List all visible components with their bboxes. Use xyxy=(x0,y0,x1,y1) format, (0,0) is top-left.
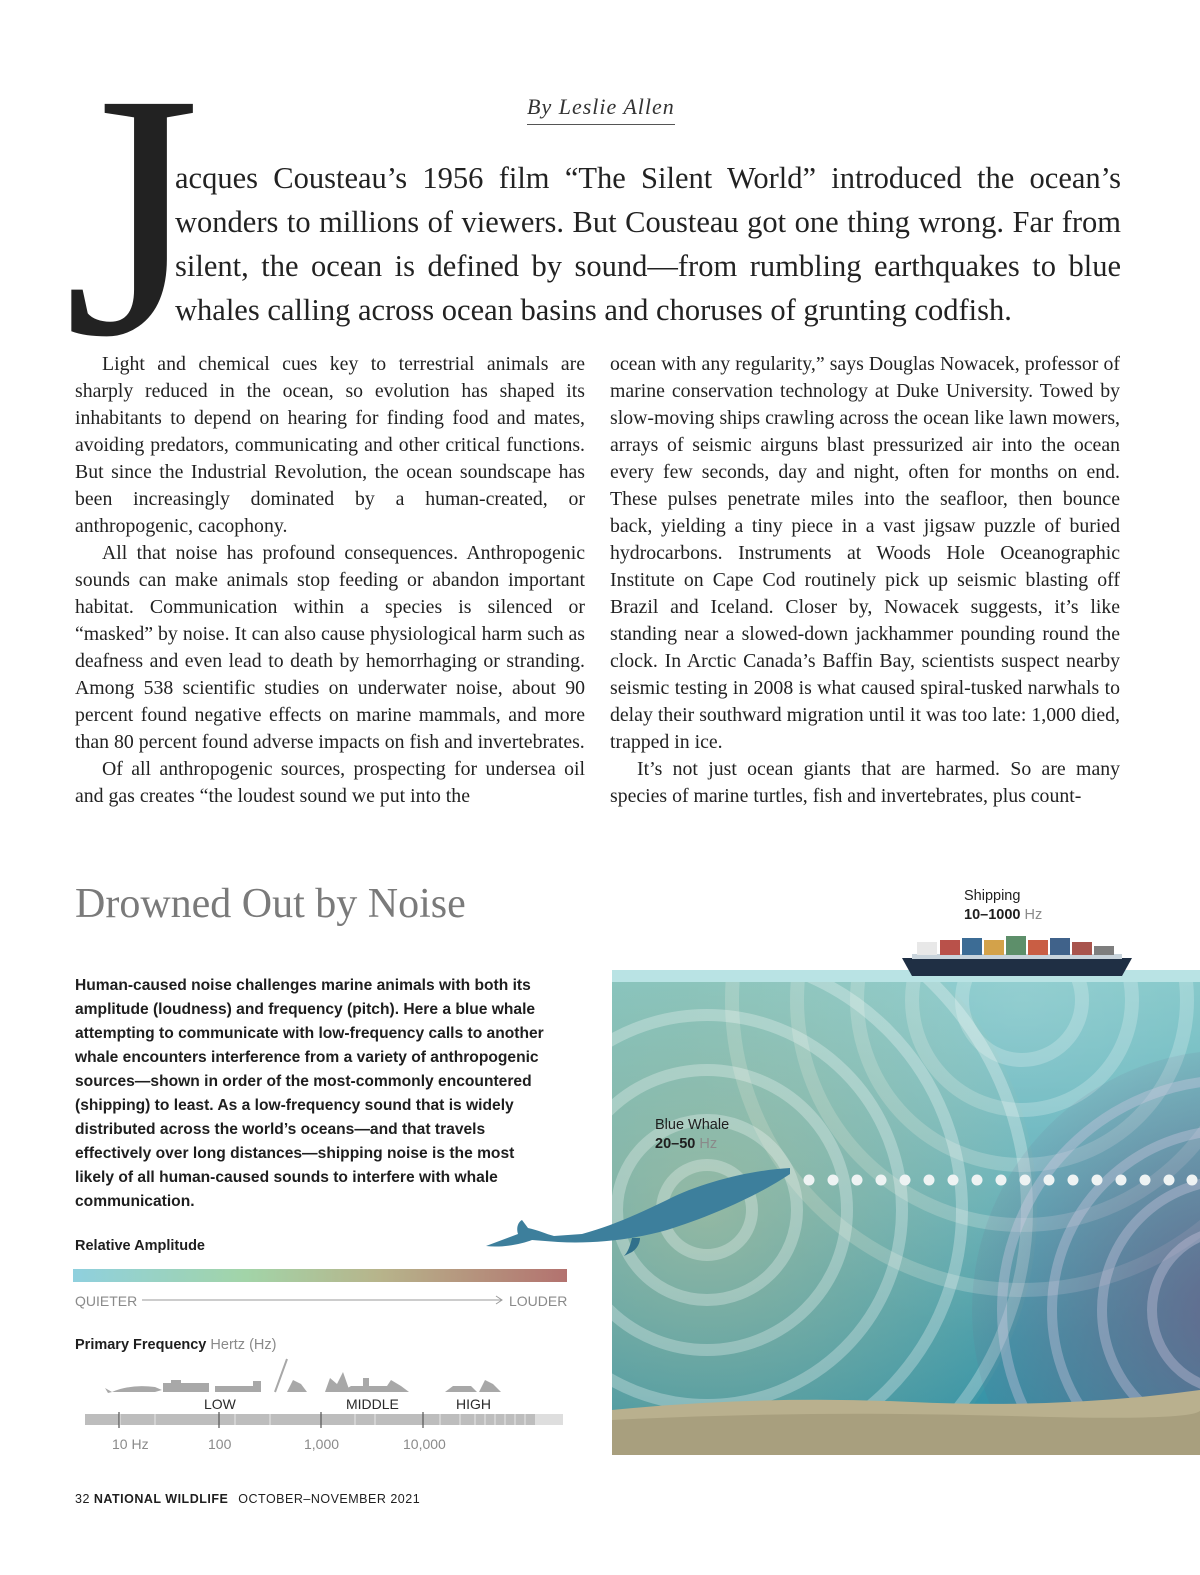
shipping-unit: Hz xyxy=(1024,907,1043,923)
amplitude-label: Relative Amplitude xyxy=(75,1238,205,1254)
frequency-scale xyxy=(75,1356,575,1436)
drill-rig-icon xyxy=(275,1359,287,1392)
band-high: HIGH xyxy=(456,1396,491,1412)
whale-unit: Hz xyxy=(699,1136,718,1152)
jetski-icon xyxy=(479,1380,501,1392)
page-footer xyxy=(75,1492,420,1506)
ship-silhouette-icon xyxy=(163,1383,209,1392)
body-paragraph: It’s not just ocean giants that are harmed. So are many species of marine turtles, fish and invertebrates, plus count- xyxy=(610,758,1120,807)
whale-silhouette-icon xyxy=(105,1386,162,1393)
tick-100: 100 xyxy=(208,1436,232,1452)
louder-label: LOUDER xyxy=(509,1293,568,1309)
blue-whale-label xyxy=(655,1116,729,1154)
body-column-right xyxy=(610,351,1120,810)
infographic-description: Human-caused noise challenges marine animals with both its amplitude (loudness) and frequency (pitch). Here a blue whale attempting to communicate with low-frequency calls to another whale encounters interference from a variety of anthropogenic sources—shown in order of the most-commonly encountered (shipping) to least. As a low-frequency sound that is widely distributed across the world’s oceans—and that travels effectively over long distances—shipping noise is the most likely of all human-caused sounds to interfere with whale communication. xyxy=(75,977,544,1210)
byline: By Leslie Allen xyxy=(527,94,675,125)
amplitude-gradient-bar xyxy=(73,1269,567,1282)
drop-cap: J xyxy=(64,21,201,409)
frequency-unit: Hertz (Hz) xyxy=(210,1337,277,1353)
shipping-range: 10–1000 xyxy=(964,907,1021,923)
arrow-right-icon xyxy=(142,1293,507,1307)
frequency-track-fade xyxy=(535,1414,563,1425)
frequency-label-text: Primary Frequency xyxy=(75,1337,207,1353)
lede-paragraph: acques Cousteau’s 1956 film “The Silent World” introduced the ocean’s wonders to millions of viewers. But Cousteau got one thing wrong. Far from silent, the ocean is defined by sound—from rumbling earthquakes to blue whales calling across ocean basins and choruses of grunting codfish. xyxy=(175,161,1121,327)
tick-10000: 10,000 xyxy=(403,1436,446,1452)
band-middle: MIDDLE xyxy=(346,1396,399,1412)
whale-name: Blue Whale xyxy=(655,1117,730,1133)
body-column-left xyxy=(75,351,585,810)
band-low: LOW xyxy=(204,1396,236,1412)
shipping-label xyxy=(964,887,1042,925)
cargo-ship-icon xyxy=(902,936,1132,976)
frequency-label xyxy=(75,1337,276,1353)
body-paragraph: All that noise has profound consequences. Anthropogenic sounds can make animals stop feeding or abandon important habitat. Communication within a species is silenced or “masked” by noise. It can also cause physiological harm such as deafness and even lead to death by hemorrhaging or stranding. Among 538 scientific studies on underwater noise, about 90 percent found negative effects on marine mammals, and more than 80 percent found adverse impacts on fish and invertebrates. xyxy=(75,542,585,753)
frequency-silhouettes-icon xyxy=(105,1359,501,1393)
blue-whale-icon xyxy=(482,1160,792,1260)
issue-date: OCTOBER–NOVEMBER 2021 xyxy=(238,1492,421,1506)
whale-range: 20–50 xyxy=(655,1136,696,1152)
body-paragraph: ocean with any regularity,” says Douglas Nowacek, professor of marine conservation technology at Duke University. Towed by slow-moving ships crawling across the ocean like lawn mowers, arrays of seismic airguns blast pressurized air into the ocean every few seconds, day and night, often for months on end. These pulses penetrate miles into the seafloor, then bounce back, yielding a tiny piece in a vast jigsaw puzzle of buried hydrocarbons. Instruments at Woods Hole Oceanographic Institute on Cape Cod routinely pick up seismic blasting off Brazil and Iceland. Closer by, Nowacek suggests, it’s like standing near a slowed-down jackhammer pounding round the clock. In Arctic Canada’s Baffin Bay, scientists suspect nearby seismic testing in 2008 is what caused spiral-tusked narwhals to delay their southward migration until it was too late: 1,000 died, trapped in ice. xyxy=(610,353,1120,753)
shipping-name: Shipping xyxy=(964,888,1021,904)
rig-silhouette-icon xyxy=(287,1380,307,1392)
ship-silhouette-icon xyxy=(215,1386,255,1392)
infographic-title: Drowned Out by Noise xyxy=(75,881,466,927)
small-boat-icon xyxy=(445,1386,477,1392)
body-paragraph: Of all anthropogenic sources, prospecting for undersea oil and gas creates “the loudest sound we put into the xyxy=(75,758,585,807)
frequency-track xyxy=(85,1414,535,1425)
body-paragraph: Light and chemical cues key to terrestrial animals are sharply reduced in the ocean, so evolution has shaped its inhabitants to depend on hearing for finding food and mates, avoiding predators, communicating and other critical functions. But since the Industrial Revolution, the ocean soundscape has been increasingly dominated by a human-created, or anthropogenic, cacophony. xyxy=(75,353,585,537)
tick-1000: 1,000 xyxy=(304,1436,340,1452)
page-number: 32 xyxy=(75,1492,90,1506)
tick-10hz: 10 Hz xyxy=(112,1436,149,1452)
quieter-label: QUIETER xyxy=(75,1293,138,1309)
magazine-name: NATIONAL WILDLIFE xyxy=(93,1492,229,1506)
